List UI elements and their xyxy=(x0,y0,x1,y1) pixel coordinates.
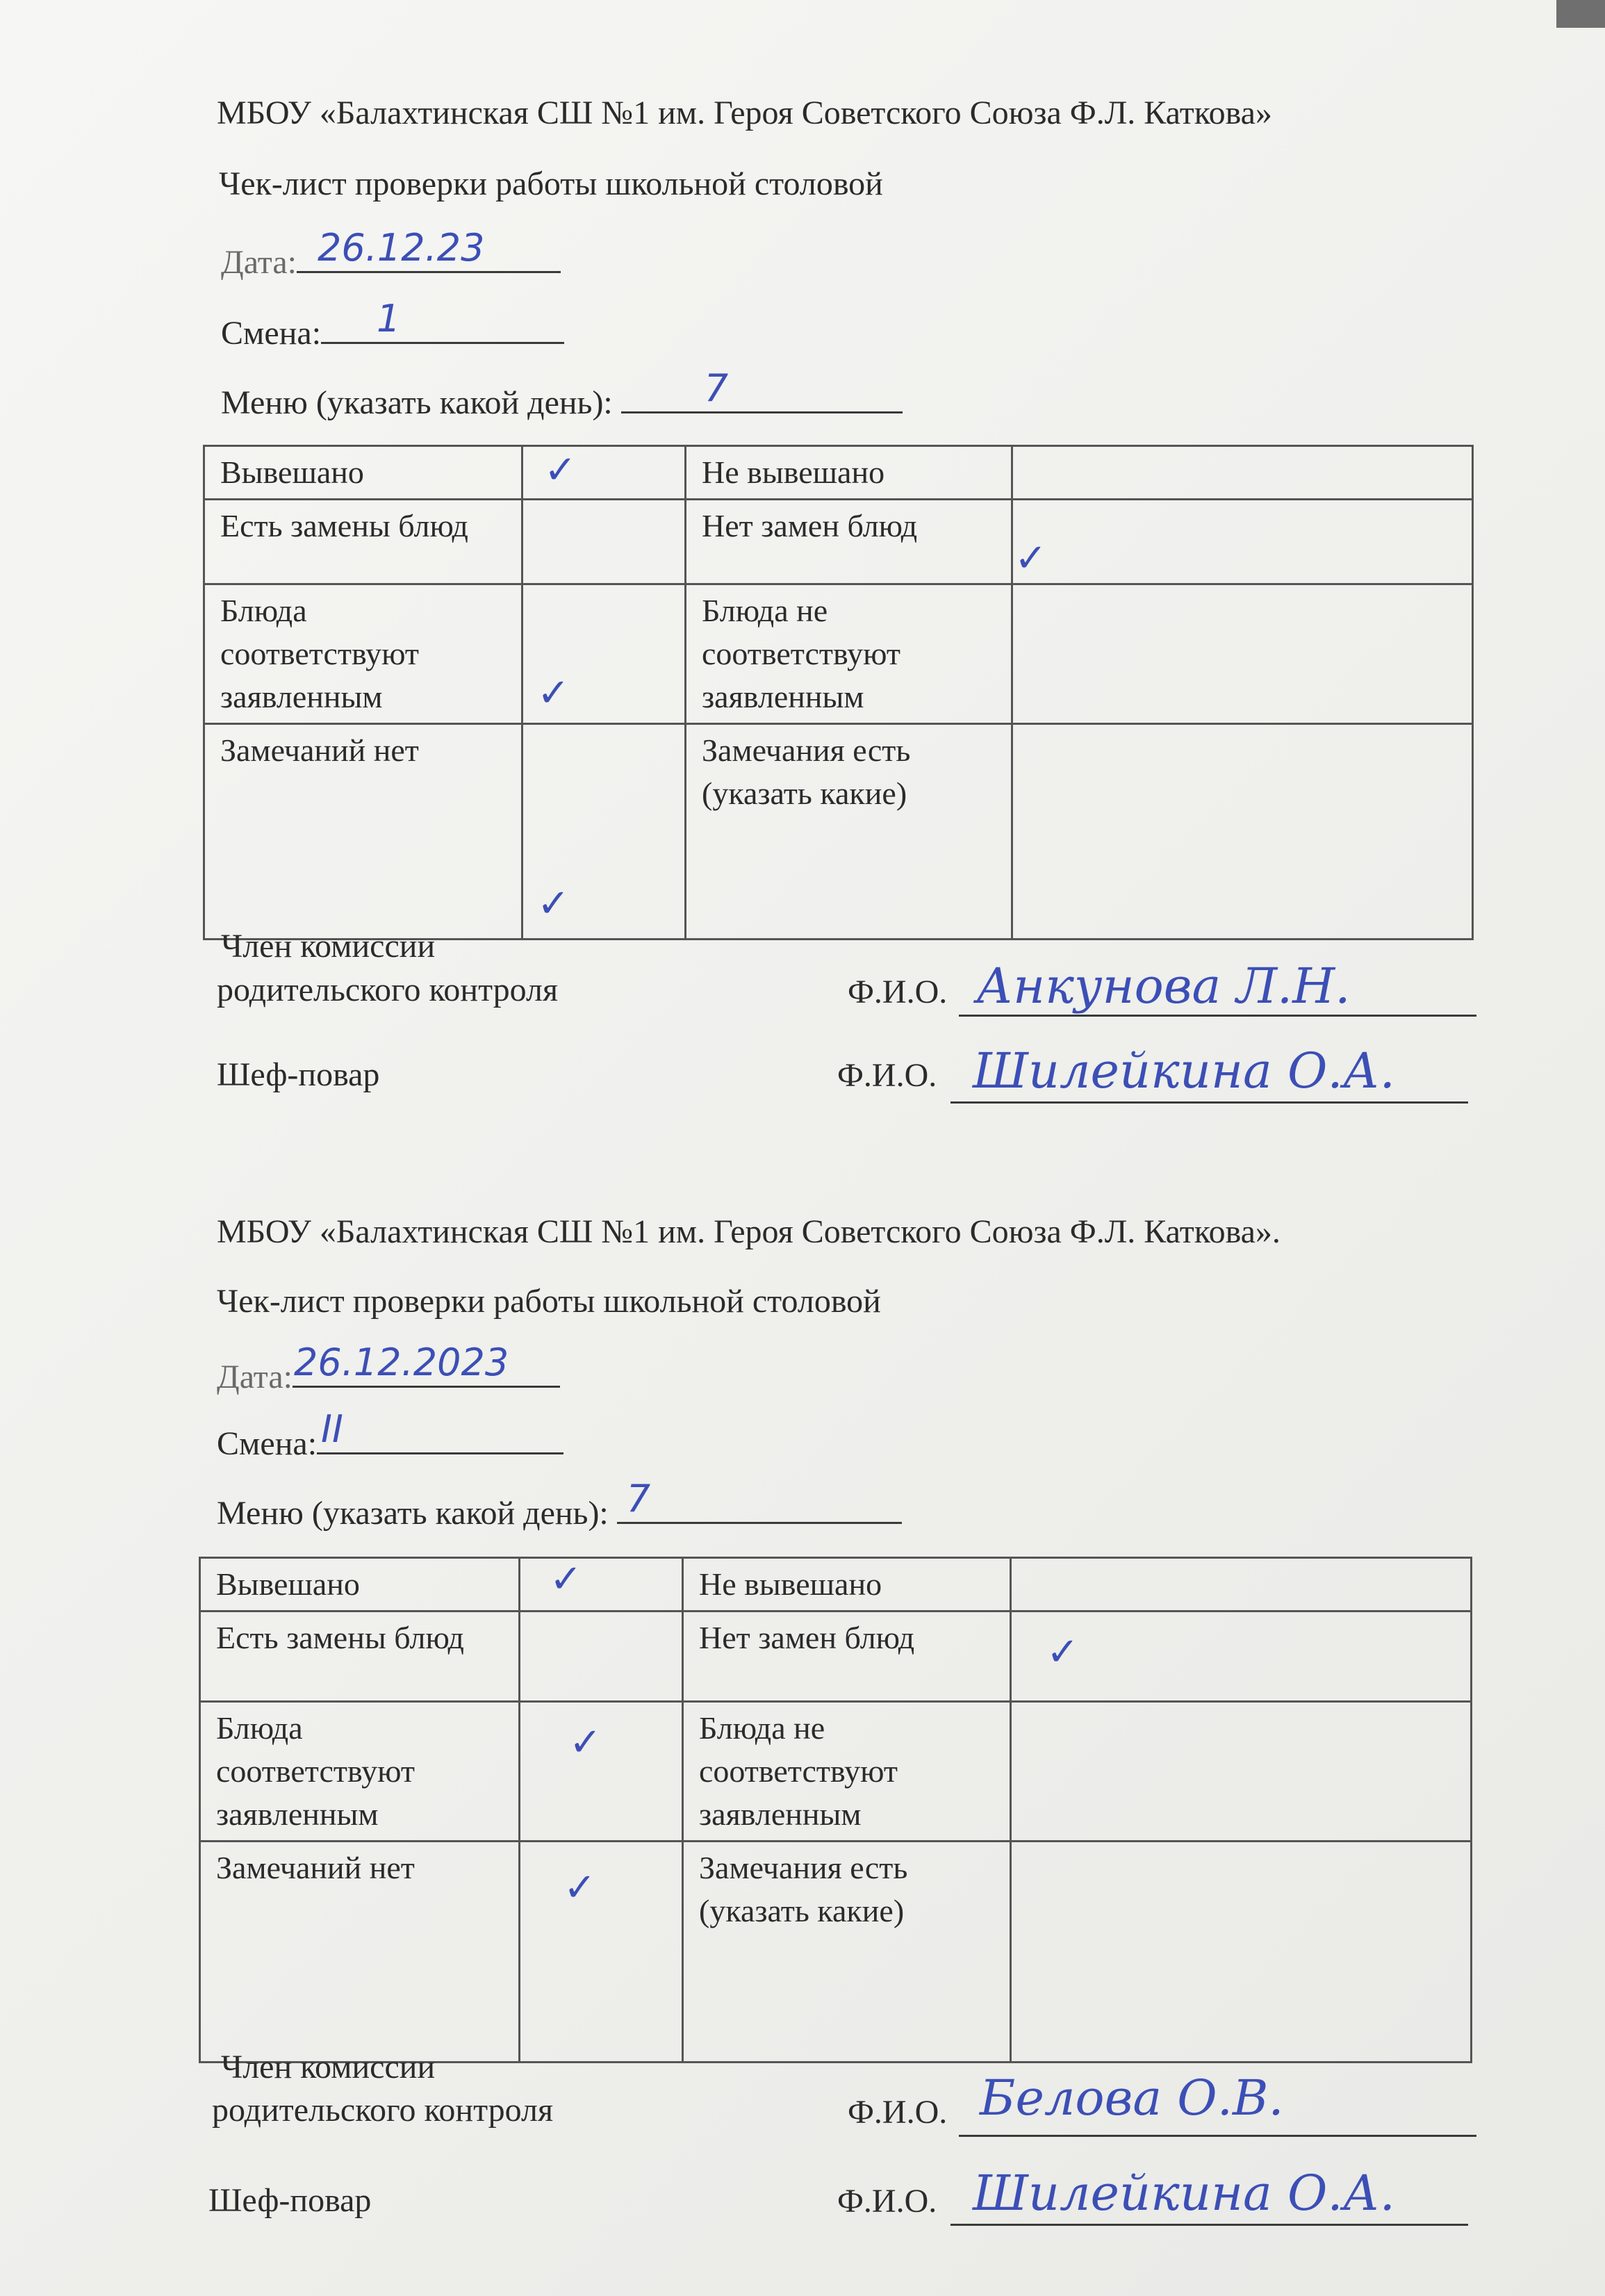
check-mark: ✓ xyxy=(544,448,577,493)
cell-mark xyxy=(520,1842,683,2063)
checklist-title: Чек-лист проверки работы школьной столовой xyxy=(219,165,883,202)
date-label: Дата: xyxy=(217,1359,293,1395)
cell-label: Есть замены блюд xyxy=(200,1612,520,1702)
cell-mark xyxy=(520,1702,683,1842)
shift-field xyxy=(321,297,564,344)
cell-mark xyxy=(522,446,686,500)
signature-line xyxy=(959,2135,1476,2137)
chef-signature: Шилейкина О.А. xyxy=(973,1042,1395,1099)
menu-label: Меню (указать какой день): xyxy=(217,1495,609,1532)
school-name: МБОУ «Балахтинская СШ №1 им. Героя Советского Союза Ф.Л. Каткова» xyxy=(217,95,1272,131)
check-mark: ✓ xyxy=(563,1865,596,1910)
cell-label: Не вывешано xyxy=(683,1558,1011,1612)
date-value: 26.12.23 xyxy=(318,226,485,270)
menu-row xyxy=(217,1477,902,1532)
cell-label: Замечаний нет xyxy=(204,724,522,940)
table-row xyxy=(204,724,1473,940)
table-row xyxy=(204,500,1473,584)
signature-line xyxy=(950,2224,1468,2226)
menu-field xyxy=(621,366,903,413)
member-label-1: Член комиссии xyxy=(221,928,436,965)
date-row xyxy=(221,226,561,281)
cell-mark xyxy=(1012,724,1473,940)
check-mark: ✓ xyxy=(550,1557,582,1602)
cell-mark xyxy=(522,724,686,940)
date-label: Дата: xyxy=(221,244,297,281)
cell-mark xyxy=(1012,584,1473,724)
check-mark: ✓ xyxy=(1046,1630,1079,1675)
shift-row xyxy=(217,1407,563,1463)
cell-label: Блюда соответствуют заявленным xyxy=(200,1702,520,1842)
cell-label: Замечаний нет xyxy=(200,1842,520,2063)
chef-signature: Шилейкина О.А. xyxy=(973,2165,1395,2222)
check-mark: ✓ xyxy=(537,671,570,716)
table-row xyxy=(200,1558,1472,1612)
chef-label: Шеф-повар xyxy=(208,2182,372,2219)
date-field xyxy=(293,1340,560,1388)
cell-mark xyxy=(1011,1612,1472,1702)
table-row xyxy=(200,1612,1472,1702)
shift-label: Смена: xyxy=(217,1425,318,1462)
shift-row xyxy=(221,297,564,352)
member-signature: Белова О.В. xyxy=(980,2069,1284,2126)
table-row xyxy=(200,1842,1472,2063)
check-mark: ✓ xyxy=(1014,536,1047,581)
cell-mark xyxy=(522,500,686,584)
cell-mark xyxy=(1011,1842,1472,2063)
table-row xyxy=(200,1702,1472,1842)
cell-label: Нет замен блюд xyxy=(686,500,1012,584)
fio-label: Ф.И.О. xyxy=(848,974,948,1010)
menu-value: 7 xyxy=(704,366,729,410)
cell-label: Есть замены блюд xyxy=(204,500,522,584)
table-row xyxy=(204,584,1473,724)
signature-line xyxy=(950,1101,1468,1104)
checklist-table xyxy=(199,1557,1472,2063)
cell-mark xyxy=(1012,500,1473,584)
cell-mark xyxy=(522,584,686,724)
cell-mark xyxy=(520,1558,683,1612)
member-signature: Анкунова Л.Н. xyxy=(976,958,1351,1015)
signature-line xyxy=(959,1015,1476,1017)
date-value: 26.12.2023 xyxy=(294,1340,509,1384)
date-field xyxy=(297,226,561,273)
checklist-title: Чек-лист проверки работы школьной столовой xyxy=(217,1283,881,1320)
cell-label: Нет замен блюд xyxy=(683,1612,1011,1702)
cell-label: Не вывешано xyxy=(686,446,1012,500)
menu-row xyxy=(221,366,903,422)
shift-label: Смена: xyxy=(221,315,322,352)
cell-label: Замечания есть (указать какие) xyxy=(686,724,1012,940)
date-row xyxy=(217,1340,560,1396)
menu-value: 7 xyxy=(626,1477,651,1520)
check-mark: ✓ xyxy=(537,881,570,926)
menu-field xyxy=(617,1477,902,1524)
cell-label: Блюда не соответствуют заявленным xyxy=(686,584,1012,724)
shift-field xyxy=(317,1407,563,1454)
member-label-1: Член комиссии xyxy=(221,2049,436,2085)
fio-label: Ф.И.О. xyxy=(848,2094,948,2131)
cell-label: Вывешано xyxy=(204,446,522,500)
table-row xyxy=(204,446,1473,500)
cell-label: Вывешано xyxy=(200,1558,520,1612)
member-label-2: родительского контроля xyxy=(212,2092,554,2129)
fio-label: Ф.И.О. xyxy=(837,2183,937,2220)
cell-label: Блюда соответствуют заявленным xyxy=(204,584,522,724)
cell-mark xyxy=(1011,1558,1472,1612)
shift-value: 1 xyxy=(377,297,401,341)
cell-mark xyxy=(1011,1702,1472,1842)
chef-label: Шеф-повар xyxy=(217,1056,380,1093)
shift-value: II xyxy=(321,1407,343,1451)
cell-label: Замечания есть (указать какие) xyxy=(683,1842,1011,2063)
menu-label: Меню (указать какой день): xyxy=(221,384,613,421)
checklist-table xyxy=(203,445,1474,940)
school-name: МБОУ «Балахтинская СШ №1 им. Героя Советского Союза Ф.Л. Каткова». xyxy=(217,1213,1281,1250)
member-label-2: родительского контроля xyxy=(217,971,559,1008)
cell-mark xyxy=(1012,446,1473,500)
cell-mark xyxy=(520,1612,683,1702)
fio-label: Ф.И.О. xyxy=(837,1057,937,1094)
check-mark: ✓ xyxy=(569,1720,602,1765)
cell-label: Блюда не соответствуют заявленным xyxy=(683,1702,1011,1842)
background-corner xyxy=(1556,0,1605,28)
